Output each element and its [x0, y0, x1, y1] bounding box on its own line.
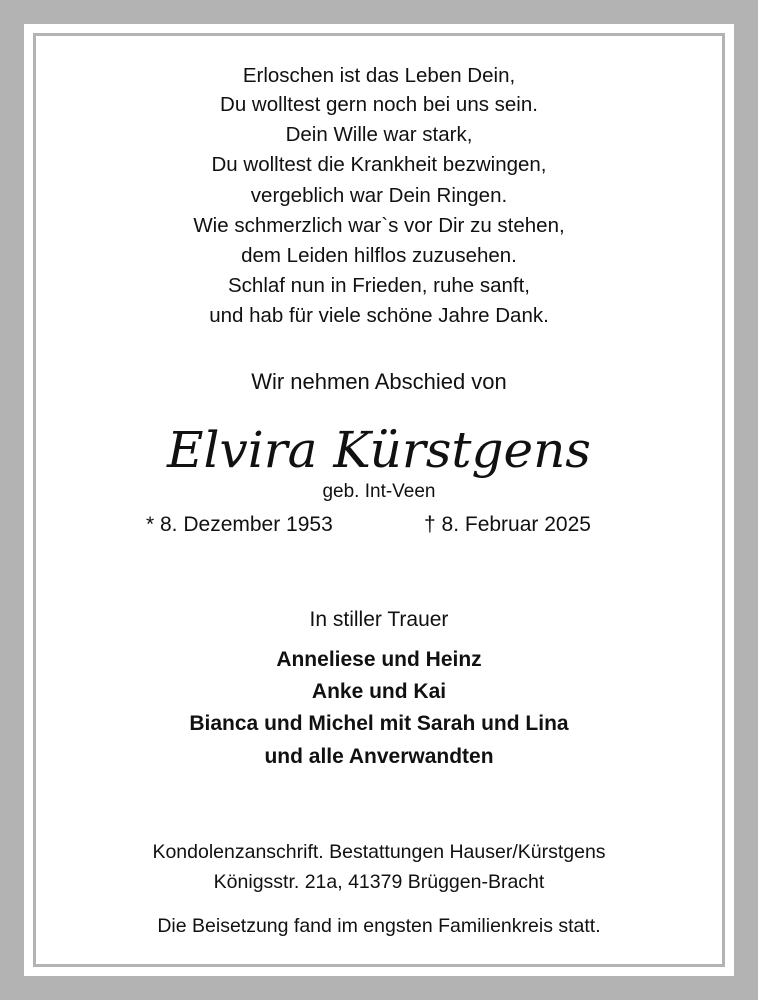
mourner: Anke und Kai: [311, 680, 447, 703]
burial-note: Die Beisetzung fand im engsten Familienkreis statt.: [157, 915, 601, 937]
poem-line: dem Leiden hilflos zuzusehen.: [241, 244, 517, 267]
address-line: Königsstr. 21a, 41379 Brüggen-Bracht: [213, 871, 545, 893]
birth-date: * 8. Dezember 1953: [146, 513, 333, 536]
death-date: † 8. Februar 2025: [424, 513, 591, 536]
mourner: Bianca und Michel mit Sarah und Lina: [189, 712, 569, 735]
maiden-name: geb. Int-Veen: [322, 481, 436, 502]
poem-line: Schlaf nun in Frieden, ruhe sanft,: [228, 274, 530, 297]
deceased-name: Elvira Kürstgens: [167, 421, 591, 479]
poem-line: Du wolltest gern noch bei uns sein.: [220, 93, 538, 116]
poem-line: vergeblich war Dein Ringen.: [250, 184, 508, 207]
mourner: und alle Anverwandten: [264, 745, 494, 768]
address-line: Kondolenzanschrift. Bestattungen Hauser/Kürstgens: [152, 841, 606, 863]
mourning-heading: In stiller Trauer: [309, 608, 449, 631]
mourner: Anneliese und Heinz: [276, 648, 482, 671]
intro-text: Wir nehmen Abschied von: [251, 369, 507, 394]
poem-line: Wie schmerzlich war`s vor Dir zu stehen,: [193, 214, 565, 237]
poem-line: Erloschen ist das Leben Dein,: [242, 64, 516, 87]
poem-line: Du wolltest die Krankheit bezwingen,: [211, 153, 547, 176]
poem-line: und hab für viele schöne Jahre Dank.: [209, 304, 549, 327]
poem-line: Dein Wille war stark,: [285, 123, 473, 146]
